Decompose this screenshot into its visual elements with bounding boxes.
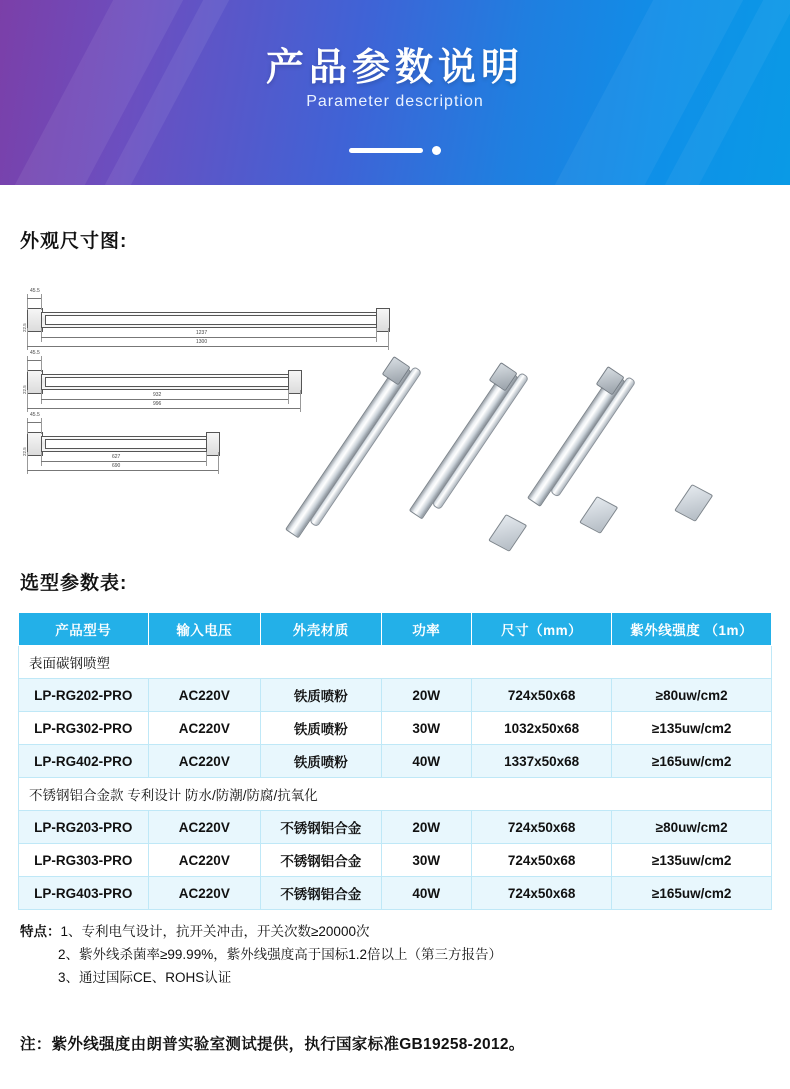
cell-size: 1032x50x68 (472, 712, 612, 745)
cell-voltage: AC220V (148, 679, 260, 712)
dim-line (27, 346, 388, 347)
cell-model: LP-RG403-PRO (19, 877, 149, 910)
cell-model: LP-RG203-PRO (19, 811, 149, 844)
divider-dot (432, 146, 441, 155)
cell-size: 724x50x68 (472, 844, 612, 877)
cell-power: 40W (381, 877, 471, 910)
banner-divider-decoration (0, 146, 790, 155)
lamp-inner-tube (45, 377, 289, 387)
dim-extension-line (288, 390, 289, 404)
dim-extension-line (41, 356, 42, 372)
dim-extension-line (41, 452, 42, 466)
dim-extension-line (27, 418, 28, 434)
features-label: 特点： (20, 924, 61, 939)
dim-label-outer-length: 1300 (196, 339, 208, 345)
dimension-section-heading: 外观尺寸图: (20, 231, 128, 252)
footnote: 注：紫外线强度由朗普实验室测试提供，执行国家标准GB19258-2012。 (20, 1036, 525, 1053)
features-notes (20, 920, 770, 989)
table-row (19, 679, 772, 712)
cell-material: 不锈钢铝合金 (261, 877, 382, 910)
cell-model: LP-RG202-PRO (19, 679, 149, 712)
cell-material: 铁质喷粉 (261, 745, 382, 778)
cell-power: 30W (381, 844, 471, 877)
dim-label-outer-length: 690 (112, 463, 121, 469)
dim-label-inner-length: 1237 (196, 330, 208, 336)
dim-label-outer-length: 996 (153, 401, 162, 407)
lamp-inner-tube (45, 315, 377, 325)
features-line-3 (20, 966, 770, 989)
features-line-1 (20, 920, 770, 943)
dim-line (27, 422, 41, 423)
dim-extension-line (27, 356, 28, 372)
cell-model: LP-RG303-PRO (19, 844, 149, 877)
dim-extension-line (27, 294, 28, 310)
dimension-drawing-area (0, 280, 790, 530)
dim-label-inner-length: 932 (153, 392, 162, 398)
table-header-model: 产品型号 (19, 613, 149, 646)
table-row (19, 712, 772, 745)
dim-line (27, 408, 300, 409)
dim-label-width-top: 45.5 (30, 288, 40, 294)
table-group-row (19, 778, 772, 811)
cell-size: 724x50x68 (472, 811, 612, 844)
page-banner (0, 0, 790, 185)
cell-power: 30W (381, 712, 471, 745)
cell-power: 20W (381, 679, 471, 712)
table-header-intensity: 紫外线强度 （1m） (612, 613, 772, 646)
dim-extension-line (218, 452, 219, 474)
features-item-2: 2、紫外线杀菌率≥99.99%，紫外线强度高于国标1.2倍以上（第三方报告） (58, 947, 502, 962)
banner-title: 产品参数说明 (265, 47, 524, 89)
cell-size: 724x50x68 (472, 877, 612, 910)
banner-subtitle: Parameter description (306, 93, 484, 110)
cell-intensity: ≥80uw/cm2 (612, 811, 772, 844)
dim-extension-line (376, 328, 377, 342)
dim-label-side: 22.5 (22, 323, 27, 332)
cell-material: 铁质喷粉 (261, 679, 382, 712)
cell-model: LP-RG302-PRO (19, 712, 149, 745)
dim-extension-line (300, 390, 301, 412)
table-row (19, 877, 772, 910)
cell-voltage: AC220V (148, 811, 260, 844)
cell-material: 铁质喷粉 (261, 712, 382, 745)
table-group-label: 表面碳钢喷塑 (19, 646, 772, 679)
spec-table (18, 612, 772, 910)
features-line-2 (20, 943, 770, 966)
cell-material: 不锈钢铝合金 (261, 811, 382, 844)
cell-intensity: ≥80uw/cm2 (612, 679, 772, 712)
cell-intensity: ≥165uw/cm2 (612, 745, 772, 778)
table-header-power: 功率 (381, 613, 471, 646)
cell-power: 40W (381, 745, 471, 778)
table-row (19, 745, 772, 778)
cell-size: 724x50x68 (472, 679, 612, 712)
table-group-row (19, 646, 772, 679)
cell-voltage: AC220V (148, 877, 260, 910)
dim-line (27, 470, 218, 471)
cell-intensity: ≥135uw/cm2 (612, 844, 772, 877)
dim-label-inner-length: 627 (112, 454, 121, 460)
cell-size: 1337x50x68 (472, 745, 612, 778)
table-header-voltage: 输入电压 (148, 613, 260, 646)
cell-intensity: ≥135uw/cm2 (612, 712, 772, 745)
dim-extension-line (41, 294, 42, 310)
dim-line (27, 360, 41, 361)
table-header-size: 尺寸（mm） (472, 613, 612, 646)
table-row (19, 844, 772, 877)
dim-label-width-top: 45.5 (30, 350, 40, 356)
cell-power: 20W (381, 811, 471, 844)
table-group-label: 不锈钢铝合金款 专利设计 防水/防潮/防腐/抗氧化 (19, 778, 772, 811)
cell-voltage: AC220V (148, 712, 260, 745)
cell-intensity: ≥165uw/cm2 (612, 877, 772, 910)
dim-label-width-top: 45.5 (30, 412, 40, 418)
dim-line (27, 298, 41, 299)
dim-extension-line (41, 328, 42, 342)
dim-extension-line (206, 452, 207, 466)
table-header-row (19, 613, 772, 646)
lamp-inner-tube (45, 439, 207, 449)
cell-voltage: AC220V (148, 844, 260, 877)
dim-label-side: 22.5 (22, 447, 27, 456)
cell-model: LP-RG402-PRO (19, 745, 149, 778)
dim-extension-line (388, 328, 389, 350)
table-row (19, 811, 772, 844)
dim-line (41, 399, 288, 400)
divider-bar (349, 148, 423, 153)
cell-material: 不锈钢铝合金 (261, 844, 382, 877)
table-header-material: 外壳材质 (261, 613, 382, 646)
features-item-1: 1、专利电气设计，抗开关冲击，开关次数≥20000次 (60, 924, 370, 939)
dim-label-side: 22.5 (22, 385, 27, 394)
dim-line (41, 337, 376, 338)
dim-line (41, 461, 206, 462)
dim-extension-line (41, 418, 42, 434)
spec-table-heading: 选型参数表: (20, 573, 128, 594)
cell-voltage: AC220V (148, 745, 260, 778)
dim-extension-line (41, 390, 42, 404)
features-item-3: 3、通过国际CE、ROHS认证 (58, 970, 232, 985)
